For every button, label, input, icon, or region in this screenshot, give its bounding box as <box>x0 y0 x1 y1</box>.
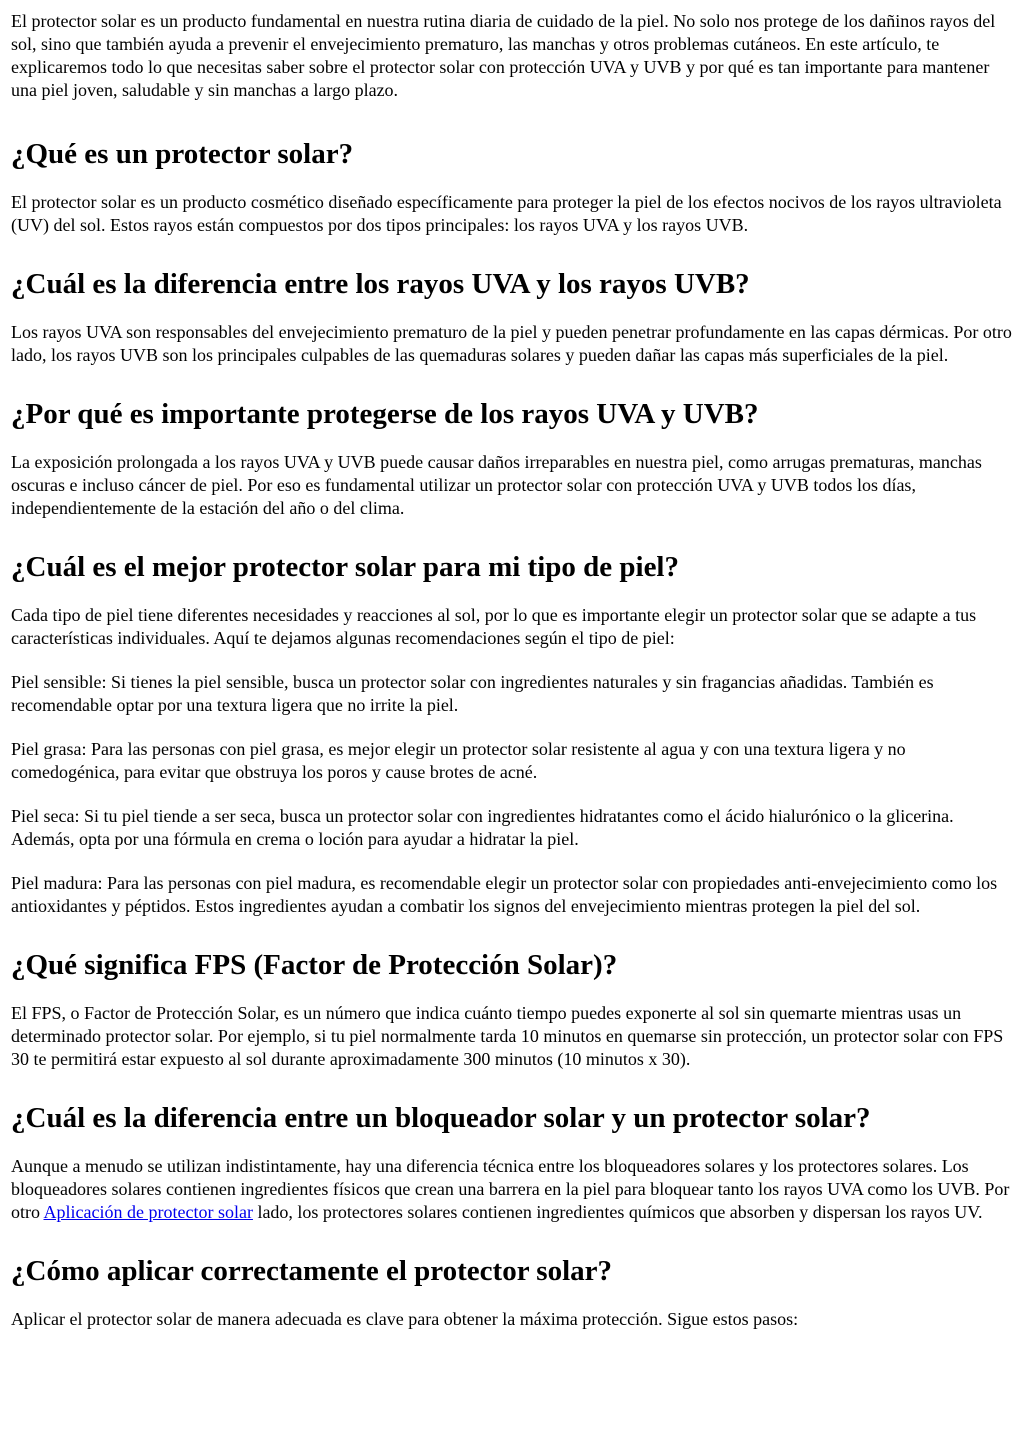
paragraph-text-after-link: lado, los protectores solares contienen ingredientes químicos que absorben y dispersan los rayos UV. <box>252 1202 983 1222</box>
section-paragraph: Piel madura: Para las personas con piel madura, es recomendable elegir un protector solar con propiedades anti-envejecimiento como los antioxidantes y péptidos. Estos ingredientes ayudan a combatir los signos del envejecimiento mientras protegen la piel del sol. <box>11 873 998 916</box>
section-paragraph: Cada tipo de piel tiene diferentes necesidades y reacciones al sol, por lo que es importante elegir un protector solar que se adapte a tus características individuales. Aquí te dejamos algunas recomendaciones según el tipo de piel: <box>11 605 977 648</box>
section-paragraph: La exposición prolongada a los rayos UVA y UVB puede causar daños irreparables en nuestra piel, como arrugas prematuras, manchas oscuras e incluso cáncer de piel. Por eso es fundamental utilizar un protector solar con protección UVA y UVB todos los días, independientemente de la estación del año o del clima. <box>11 452 982 518</box>
section-heading-what-is-sunscreen: ¿Qué es un protector solar? <box>11 138 354 170</box>
section-heading-blocker-vs-protector: ¿Cuál es la diferencia entre un bloqueador solar y un protector solar? <box>11 1102 871 1134</box>
intro-paragraph: El protector solar es un producto fundamental en nuestra rutina diaria de cuidado de la piel. No solo nos protege de los dañinos rayos del sol, sino que también ayuda a prevenir el envejecimiento prematuro, las manchas y otros problemas cutáneos. En este artículo, te explicaremos todo lo que necesitas saber sobre el protector solar con protección UVA y UVB y por qué es tan importante para mantener una piel joven, saludable y sin manchas a largo plazo. <box>11 11 996 100</box>
section-heading-uva-vs-uvb: ¿Cuál es la diferencia entre los rayos UVA y los rayos UVB? <box>11 268 750 300</box>
section-paragraph-with-link <box>11 1155 1014 1224</box>
section-paragraph: Piel grasa: Para las personas con piel grasa, es mejor elegir un protector solar resistente al agua y con una textura ligera y no comedogénica, para evitar que obstruya los poros y cause brotes de acné. <box>11 739 906 782</box>
section-paragraph: Aplicar el protector solar de manera adecuada es clave para obtener la máxima protección. Sigue estos pasos: <box>11 1309 799 1329</box>
sunscreen-application-link[interactable]: Aplicación de protector solar <box>43 1202 253 1222</box>
section-paragraph: El FPS, o Factor de Protección Solar, es un número que indica cuánto tiempo puedes exponerte al sol sin quemarte mientras usas un determinado protector solar. Por ejemplo, si tu piel normalmente tarda 10 minutos en quemarse sin protección, un protector solar con FPS 30 te permitirá estar expuesto al sol durante aproximadamente 300 minutos (10 minutos x 30). <box>11 1003 1004 1069</box>
section-paragraph: El protector solar es un producto cosmético diseñado específicamente para proteger la piel de los efectos nocivos de los rayos ultravioleta (UV) del sol. Estos rayos están compuestos por dos tipos principales: los rayos UVA y los rayos UVB. <box>11 192 1002 235</box>
section-heading-best-sunscreen: ¿Cuál es el mejor protector solar para mi tipo de piel? <box>11 551 679 583</box>
section-heading-why-protect: ¿Por qué es importante protegerse de los rayos UVA y UVB? <box>11 398 759 430</box>
section-heading-spf: ¿Qué significa FPS (Factor de Protección Solar)? <box>11 949 618 981</box>
section-paragraph: Piel seca: Si tu piel tiende a ser seca, busca un protector solar con ingredientes hidratantes como el ácido hialurónico o la glicerina. Además, opta por una fórmula en crema o loción para ayudar a hidratar la piel. <box>11 806 954 849</box>
section-paragraph: Piel sensible: Si tienes la piel sensible, busca un protector solar con ingredientes naturales y sin fragancias añadidas. También es recomendable optar por una textura ligera que no irrite la piel. <box>11 672 934 715</box>
paragraph-text-before-link: Aunque a menudo se utilizan indistintamente, hay una diferencia técnica entre los bloqueadores solares y los protectores solares. Los bloqueadores solares contienen ingredientes físicos que crean una barrera en la piel para bloquear tanto los rayos UVA como los UVB. Por otro <box>11 1156 1010 1222</box>
section-paragraph: Los rayos UVA son responsables del envejecimiento prematuro de la piel y pueden penetrar profundamente en las capas dérmicas. Por otro lado, los rayos UVB son los principales culpables de las quemaduras solares y pueden dañar las capas más superficiales de la piel. <box>11 322 1012 365</box>
section-heading-how-to-apply: ¿Cómo aplicar correctamente el protector solar? <box>11 1255 613 1287</box>
